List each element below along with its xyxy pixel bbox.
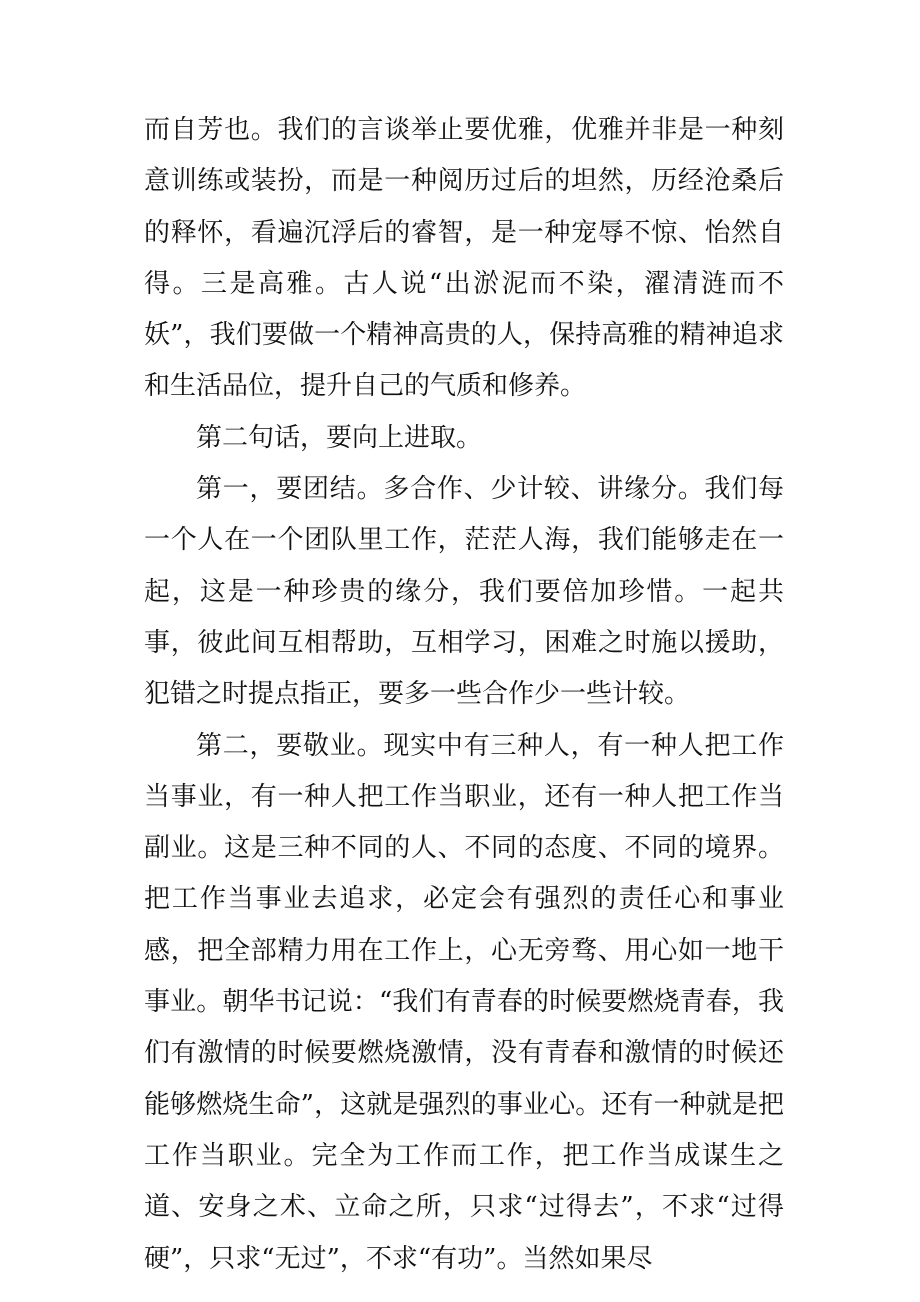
paragraph-continuation: 而自芳也。我们的言谈举止要优雅，优雅并非是一种刻意训练或装扮，而是一种阅历过后的坦然，历经沧桑后的释怀，看遍沉浮后的睿智，是一种宠辱不惊、怡然自得。三是高雅。古人说“出淤泥而不染，濯清涟而不妖”，我们要做一个精神高贵的人，保持高雅的精神追求和生活品位，提升自己的气质和修养。 bbox=[144, 115, 784, 402]
paragraph-second-sentence-heading: 第二句话，要向上进取。 bbox=[196, 422, 483, 453]
paragraph-unity: 第一，要团结。多合作、少计较、讲缘分。我们每一个人在一个团队里工作，茫茫人海，我们能够走在一起，这是一种珍贵的缘分，我们要倍加珍惜。一起共事，彼此间互相帮助，互相学习，困难之时施以援助，犯错之时提点指正，要多一些合作少一些计较。 bbox=[144, 474, 784, 710]
paragraph-dedication: 第二，要敬业。现实中有三种人，有一种人把工作当事业，有一种人把工作当职业，还有一种人把工作当副业。这是三种不同的人、不同的态度、不同的境界。把工作当事业去追求，必定会有强烈的责任心和事业感，把全部精力用在工作上，心无旁骛、用心如一地干事业。朝华书记说：“我们有青春的时候要燃烧青春，我们有激情的时候要燃烧激情，没有青春和激情的时候还能够燃烧生命”，这就是强烈的事业心。还有一种就是把工作当职业。完全为工作而工作，把工作当成谋生之道、安身之术、立命之所，只求“过得去”，不求“过得硬”，只求“无过”，不求“有功”。当然如果尽 bbox=[144, 730, 784, 1274]
body-text bbox=[144, 105, 784, 1285]
